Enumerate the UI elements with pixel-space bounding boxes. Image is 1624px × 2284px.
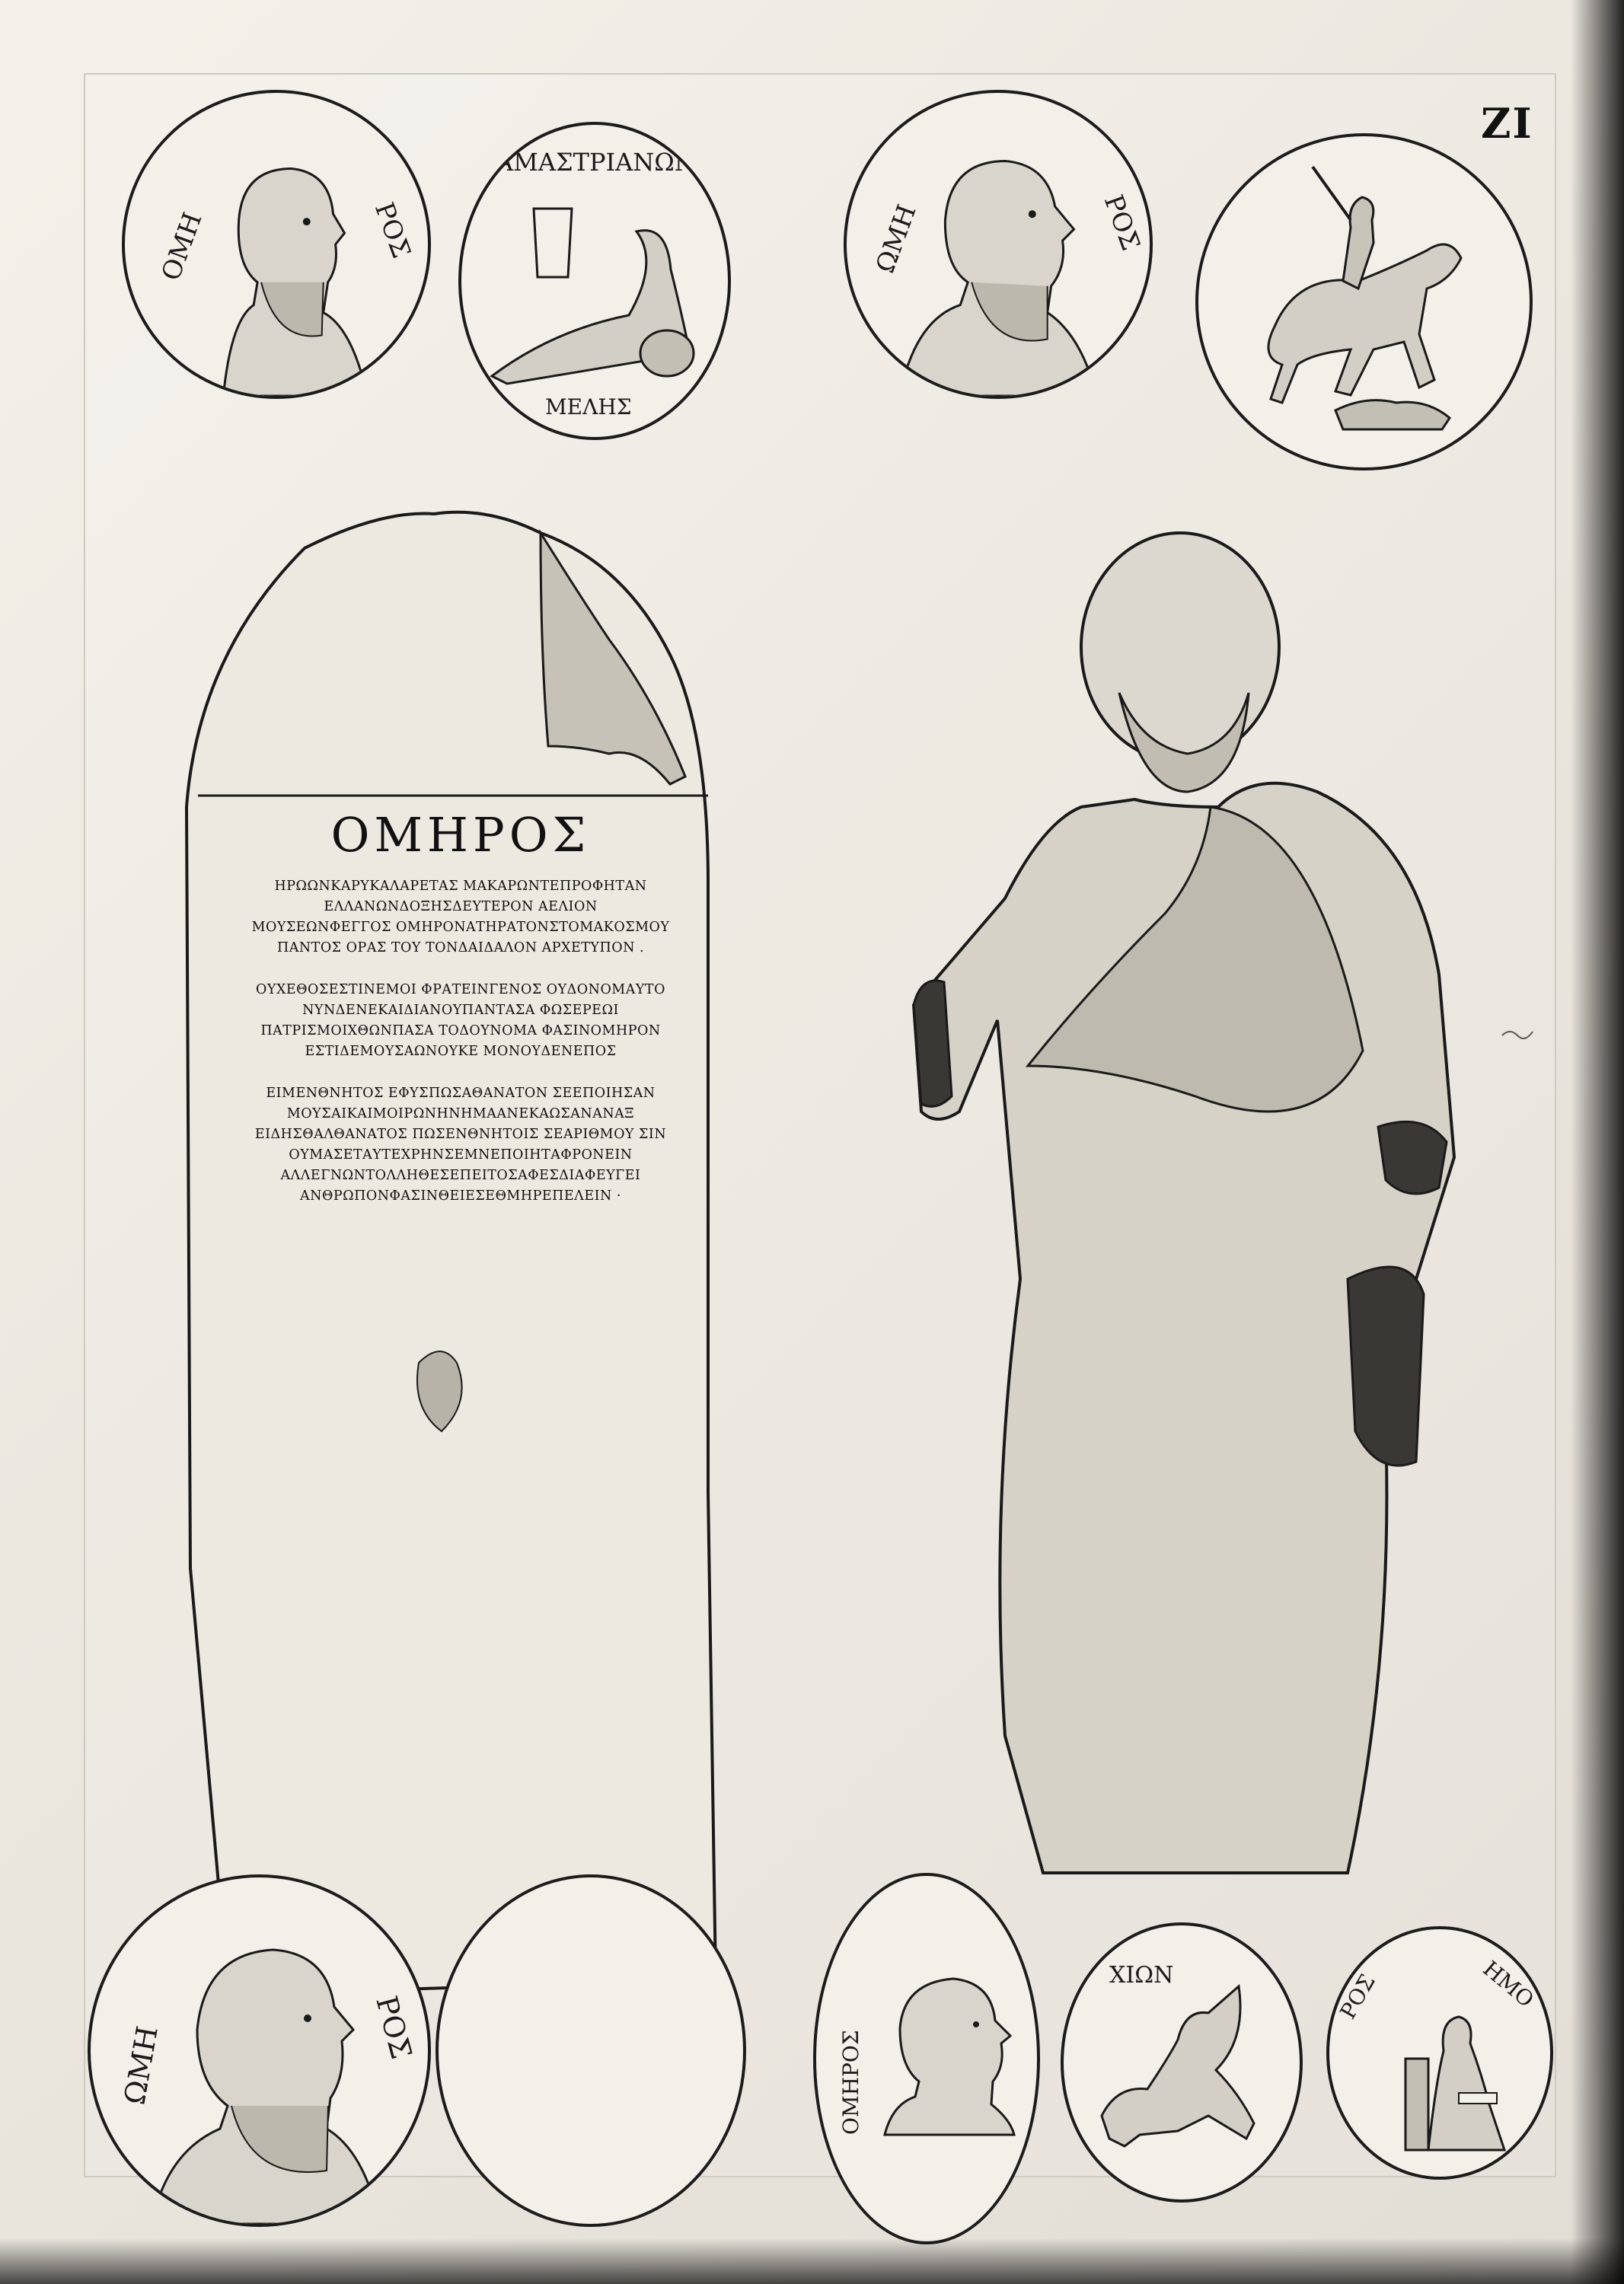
homer-gem-engraving <box>816 1876 1037 2241</box>
inscription-line: ΠΑΤΡΙΣΜΟΙΧΘΩΝΠΑΣΑ ΤΟΔΟΥΝΟΜΑ ΦΑΣΙΝΟΜΗΡΟΝ <box>260 1023 661 1038</box>
legend-left: ΡΟΣ <box>1335 1970 1380 2024</box>
inscription-line: ΗΡΩΩΝΚΑΡΥΚΑΛΑΡΕΤΑΣ ΜΑΚΑΡΩΝΤΕΠΡΟΦΗΤΑΝ <box>274 879 647 894</box>
throne-icon <box>1405 2059 1428 2150</box>
margin-mark-icon <box>1498 1020 1536 1051</box>
inscription-block-2 <box>194 980 727 1062</box>
inscription-line: ΜΟΥΣΑΙΚΑΙΜΟΙΡΩΝΗΝΗΜΑΑΝΕΚΑΩΣΑΝΑΝΑΞ <box>286 1106 635 1121</box>
inscription-line: ΑΝΘΡΩΠΟΝΦΑΣΙΝΘΕΙΕΣΕΘΜΗΡΕΠΕΛΕΙΝ · <box>300 1188 621 1204</box>
stele-inscription <box>194 807 727 1228</box>
plate-number: ZI <box>1481 99 1533 148</box>
inscription-line: ΕΙΔΗΣΘΑΛΘΑΝΑΤΟΣ ΠΩΣΕΝΘΝΗΤΟΙΣ ΣΕΑΡΙΘΜΟΥ ΣΙΝ <box>254 1127 667 1142</box>
homer-bust-engraving <box>125 93 428 396</box>
lyre-icon <box>534 209 572 277</box>
legend-left: ΟΜΗ <box>155 208 208 285</box>
seated-figure-engraving <box>1329 1929 1550 2177</box>
legend-right: ΡΟΣ <box>1098 190 1146 254</box>
medallion-horseman-lion <box>1195 133 1533 471</box>
homer-statue <box>891 518 1485 1888</box>
medallion-homer-gem <box>813 1873 1040 2244</box>
inscription-block-1 <box>194 876 727 959</box>
head-icon <box>1081 533 1279 761</box>
seated-figure-icon <box>1428 2017 1504 2150</box>
medallion-homer-bust-2 <box>844 90 1153 399</box>
sphinx-engraving <box>1064 1925 1300 2199</box>
legend-left: ΩΜΗ <box>869 200 922 277</box>
stele-engraving <box>183 502 739 1995</box>
inscription-line: ΑΛΛΕΓΝΩΝΤΟΛΛΗΘΕΣΕΠΕΙΤΟΣΑΦΕΣΔΙΑΦΕΥΓΕΙ <box>280 1168 641 1183</box>
legend-right: ΡΟΣ <box>369 1992 419 2063</box>
inscription-block-3 <box>194 1083 727 1207</box>
urn-icon <box>640 330 694 376</box>
inscription-line: ΝΥΝΔΕΝΕΚΑΙΔΙΑΝΟΥΠΑΝΤΑΣΑ ΦΩΣΕΡΕΩΙ <box>302 1003 619 1018</box>
legend-top: ΧΙΩΝ <box>1109 1962 1174 1989</box>
inscription-line: ΟΥΜΑΣΕΤΑΥΤΕΧΡΗΝΣΕΜΝΕΠΟΙΗΤΑΦΡΟΝΕΙΝ <box>289 1147 633 1163</box>
sphinx-icon <box>1102 1986 1254 2146</box>
legend-left: ΩΜΗ <box>117 2023 164 2107</box>
homer-bust-engraving <box>91 1877 428 2224</box>
medallion-seated-homer <box>1326 1926 1553 2180</box>
medallion-homer-bust-3 <box>88 1874 431 2227</box>
rider-icon <box>1343 197 1374 289</box>
medallion-homer-bust-1 <box>122 90 431 399</box>
inscription-line: ΕΣΤΙΔΕΜΟΥΣΑΩΝΟΥΚΕ ΜΟΝΟΥΔΕΝΕΠΟΣ <box>305 1044 617 1059</box>
inscription-line: ΟΥΧΕΘΟΣΕΣΤΙΝΕΜΟΙ ΦΡΑΤΕΙΝΓΕΝΟΣ ΟΥΔΟΝΟΜΑΥΤΟ <box>256 982 665 997</box>
inscription-title: ΟΜΗΡΟΣ <box>330 807 591 863</box>
photo-bottom-shadow <box>0 2238 1624 2284</box>
medallion-chion-sphinx <box>1061 1922 1303 2203</box>
scroll-icon <box>1459 2093 1497 2104</box>
legend-right: ΡΟΣ <box>369 198 416 262</box>
legend-bottom: ΜΕΛΗΣ <box>545 394 632 419</box>
statue-engraving <box>891 518 1485 1888</box>
inscription-line: ΕΙΜΕΝΘΝΗΤΟΣ ΕΦΥΣΠΩΣΑΘΑΝΑΤΟΝ ΣΕΕΠΟΙΗΣΑΝ <box>266 1086 656 1101</box>
legend-top: ΑΜΑΣΤΡΙΑΝΩΝ <box>496 148 696 177</box>
river-god-engraving <box>461 125 728 437</box>
inscription-line: ΕΛΛΑΝΩΝΔΟΞΗΣΔΕΥΤΕΡΟΝ ΑΕΛΙΟΝ <box>324 899 598 914</box>
horseman-engraving <box>1198 136 1530 467</box>
legend-left: ΟΜΗΡΟΣ <box>838 2030 863 2135</box>
inscription-line: ΠΑΝΤΟΣ ΟΡΑΣ ΤΟΥ ΤΟΝΔΑΙΔΑΛΟΝ ΑΡΧΕΤΥΠΟΝ . <box>276 940 645 955</box>
homer-bust-engraving <box>847 93 1150 396</box>
legend-right: ΗΜΟ <box>1478 1956 1539 2013</box>
inscription-line: ΜΟΥΣΕΩΝΦΕΓΓΟΣ ΟΜΗΡΟΝΑΤΗΡΑΤΟΝΣΤΟΜΑΚΟΣΜΟΥ <box>251 920 670 935</box>
lion-icon <box>1335 400 1450 429</box>
photo-edge-shadow <box>1571 0 1624 2284</box>
medallion-amastrianon <box>458 122 731 440</box>
inscribed-stele <box>183 502 739 1995</box>
medallion-blank <box>436 1874 746 2227</box>
